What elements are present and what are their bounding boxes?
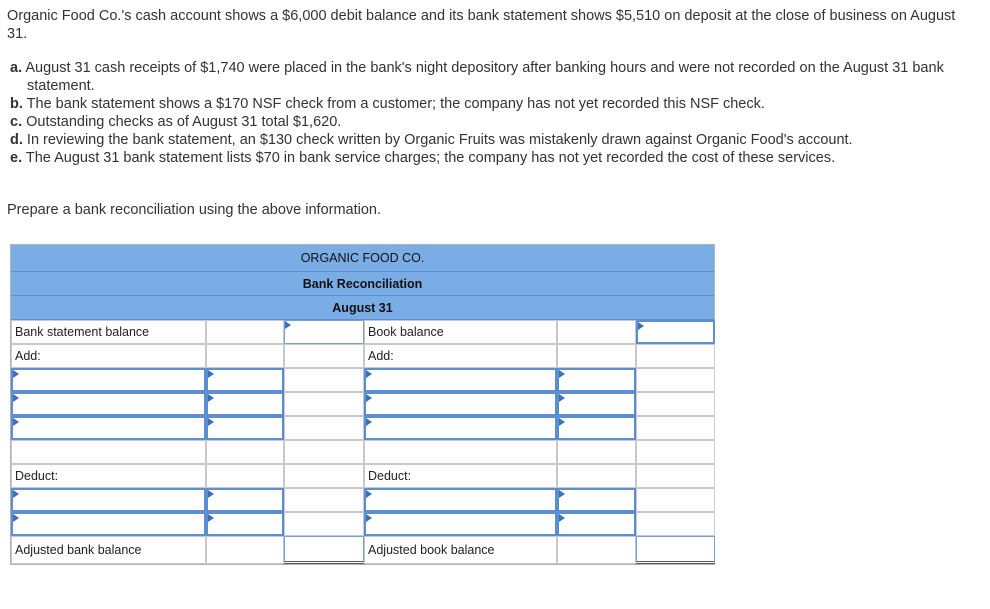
item-letter: c. [10, 114, 23, 130]
book-deduct-amount-input[interactable] [557, 512, 636, 536]
blank-cell [206, 464, 284, 488]
book-add-description-input[interactable] [364, 368, 557, 392]
blank-cell [206, 536, 284, 564]
bank-add-amount-input[interactable] [206, 416, 284, 440]
list-item [10, 149, 970, 167]
book-add-description-input[interactable] [364, 416, 557, 440]
bank-add-amount-input[interactable] [206, 392, 284, 416]
adjusted-book-balance-input[interactable] [636, 536, 715, 564]
list-item [10, 113, 970, 131]
bank-reconciliation-table [10, 244, 715, 565]
blank-cell [557, 464, 636, 488]
bank-balance-label: Bank statement balance [11, 320, 206, 344]
company-name: ORGANIC FOOD CO. [11, 245, 714, 272]
bank-deduct-description-input[interactable] [11, 512, 206, 536]
item-text: In reviewing the bank statement, an $130 check written by Organic Fruits was mistakenly drawn against Organic Food's account. [26, 132, 853, 148]
blank-cell [206, 344, 284, 368]
bank-balance-input[interactable] [284, 320, 364, 344]
blank-cell [636, 368, 715, 392]
item-letter: d. [10, 132, 23, 148]
blank-cell [364, 440, 557, 464]
blank-cell [636, 512, 715, 536]
blank-cell [557, 344, 636, 368]
blank-cell [636, 344, 715, 368]
book-add-description-input[interactable] [364, 392, 557, 416]
blank-cell [284, 464, 364, 488]
book-add-amount-input[interactable] [557, 368, 636, 392]
adjusted-bank-balance-input[interactable] [284, 536, 364, 564]
blank-cell [284, 512, 364, 536]
book-deduct-label: Deduct: [364, 464, 557, 488]
problem-intro: Organic Food Co.'s cash account shows a $6,000 debit balance and its bank statement shows $5,510 on deposit at the close of business on August 31. [7, 8, 956, 42]
blank-cell [206, 440, 284, 464]
bank-add-description-input[interactable] [11, 368, 206, 392]
blank-cell [557, 536, 636, 564]
item-text: The bank statement shows a $170 NSF check from a customer; the company has not yet recorded this NSF check. [26, 96, 765, 112]
list-item [10, 59, 970, 95]
blank-cell [636, 440, 715, 464]
list-item [10, 131, 970, 149]
blank-cell [284, 488, 364, 512]
transaction-list [10, 59, 970, 167]
book-deduct-description-input[interactable] [364, 488, 557, 512]
item-letter: b. [10, 96, 23, 112]
blank-cell [557, 440, 636, 464]
blank-cell [284, 368, 364, 392]
bank-add-description-input[interactable] [11, 416, 206, 440]
statement-title: Bank Reconciliation [11, 272, 714, 296]
bank-col1-cell [206, 320, 284, 344]
book-add-label: Add: [364, 344, 557, 368]
blank-cell [284, 416, 364, 440]
blank-cell [284, 392, 364, 416]
blank-cell [284, 344, 364, 368]
book-deduct-amount-input[interactable] [557, 488, 636, 512]
blank-cell [636, 464, 715, 488]
item-letter: a. [10, 60, 23, 76]
adjusted-book-balance-label: Adjusted book balance [364, 536, 557, 564]
bank-deduct-label: Deduct: [11, 464, 206, 488]
bank-add-description-input[interactable] [11, 392, 206, 416]
bank-deduct-amount-input[interactable] [206, 512, 284, 536]
instruction-text: Prepare a bank reconciliation using the above information. [7, 202, 382, 218]
list-item [10, 95, 970, 113]
blank-cell [636, 416, 715, 440]
item-letter: e. [10, 150, 23, 166]
blank-cell [636, 488, 715, 512]
bank-deduct-description-input[interactable] [11, 488, 206, 512]
blank-cell [11, 440, 206, 464]
statement-date: August 31 [11, 296, 714, 320]
bank-add-amount-input[interactable] [206, 368, 284, 392]
blank-cell [284, 440, 364, 464]
adjusted-bank-balance-label: Adjusted bank balance [11, 536, 206, 564]
bank-add-label: Add: [11, 344, 206, 368]
book-col1-cell [557, 320, 636, 344]
item-text: The August 31 bank statement lists $70 in bank service charges; the company has not yet recorded the cost of these services. [25, 150, 836, 166]
book-deduct-description-input[interactable] [364, 512, 557, 536]
book-balance-input[interactable] [636, 320, 715, 344]
blank-cell [636, 392, 715, 416]
book-add-amount-input[interactable] [557, 416, 636, 440]
bank-deduct-amount-input[interactable] [206, 488, 284, 512]
item-text: August 31 cash receipts of $1,740 were placed in the bank's night depository after banking hours and were not recorded on the August 31 bank statement. [25, 60, 944, 94]
book-balance-label: Book balance [364, 320, 557, 344]
item-text: Outstanding checks as of August 31 total $1,620. [26, 114, 342, 130]
book-add-amount-input[interactable] [557, 392, 636, 416]
